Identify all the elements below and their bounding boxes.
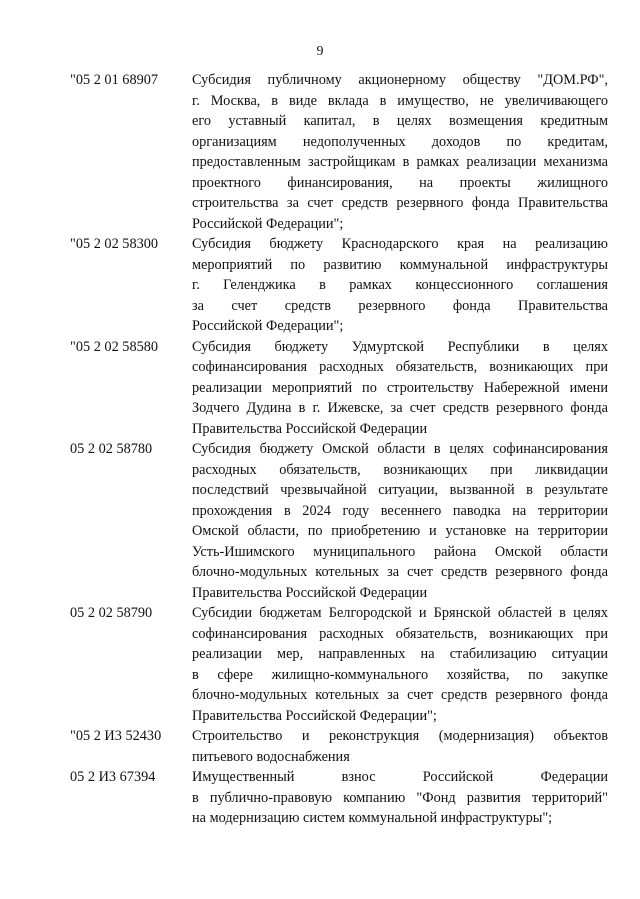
description-line: реализации мероприятий по строительству Набережной имени (192, 379, 608, 396)
description-line: за счет средств резервного фонда Правительства (192, 297, 608, 314)
entry-05-2-01-68907 (70, 70, 610, 234)
entry-05-2-02-58580 (70, 337, 610, 440)
description-line: питьевого водоснабжения (192, 748, 350, 765)
entry-description (192, 767, 608, 829)
entry-05-2-i3-52430 (70, 726, 610, 767)
description-line: Субсидия публичному акционерному обществу "ДОМ.РФ", (192, 72, 608, 88)
description-line: мероприятий по развитию коммунальной инфраструктуры (192, 256, 608, 273)
entry-code: 05 2 02 58780 (70, 441, 153, 457)
description-line: строительства за счет средств резервного фонда Правительства (192, 195, 608, 211)
description-line: последствий чрезвычайной ситуации, вызванной в результате (192, 482, 608, 498)
description-line: в сфере жилищно-коммунального хозяйства, по закупке (192, 666, 608, 683)
entry-code: "05 2 И3 52430 (70, 728, 162, 744)
entry-05-2-i3-67394 (70, 767, 610, 829)
entry-code: "05 2 02 58580 (70, 338, 159, 355)
entry-code: "05 2 01 68907 (70, 72, 159, 88)
description-line: софинансирования расходных обязательств, возникающих при (192, 625, 608, 642)
description-line: г. Москва, в виде вклада в имущество, не увеличивающего (192, 92, 608, 109)
entry-description (192, 603, 608, 726)
description-line: Строительство и реконструкция (модернизация) объектов (192, 728, 608, 744)
description-line: Усть-Ишимского муниципального района Омской области (192, 543, 608, 560)
description-line: его уставный капитал, в целях возмещения кредитным (192, 113, 608, 129)
description-line: Правительства Российской Федерации (192, 420, 428, 437)
description-line: Имущественный взнос Российской Федерации (192, 769, 608, 785)
entry-description (192, 70, 608, 234)
description-line: Российской Федерации"; (192, 318, 344, 334)
description-line: на модернизацию систем коммунальной инфраструктуры"; (192, 810, 553, 826)
entries-list (70, 70, 610, 829)
entry-05-2-02-58300 (70, 234, 610, 337)
description-line: прохождения в 2024 году весеннего паводка на территории (192, 502, 608, 519)
description-line: г. Геленджика в рамках концессионного соглашения (192, 277, 608, 293)
entry-code: 05 2 02 58790 (70, 605, 153, 621)
description-line: Субсидия бюджету Омской области в целях софинансирования (192, 441, 608, 457)
description-line: Правительства Российской Федерации"; (192, 707, 437, 724)
description-line: софинансирования расходных обязательств, возникающих при (192, 359, 608, 375)
entry-code: 05 2 И3 67394 (70, 769, 156, 785)
entry-description (192, 439, 608, 603)
description-line: Субсидии бюджетам Белгородской и Брянской областей в целях (192, 605, 608, 621)
page-number: 9 (316, 44, 324, 59)
description-line: в публично-правовую компанию "Фонд развития территорий" (192, 789, 608, 806)
description-line: организациям недополученных доходов по кредитам, (192, 133, 608, 150)
description-line: проектного финансирования, на проекты жилищного (192, 174, 608, 191)
entry-code: "05 2 02 58300 (70, 236, 159, 252)
entry-description (192, 726, 608, 767)
description-line: Зодчего Дудина в г. Ижевске, за счет средств резервного фонда (192, 400, 608, 416)
description-line: расходных обязательств, возникающих при ликвидации (192, 461, 608, 478)
description-line: Правительства Российской Федерации (192, 584, 428, 601)
entry-05-2-02-58790 (70, 603, 610, 726)
description-line: блочно-модульных котельных за счет средств резервного фонда (192, 687, 608, 703)
description-line: предоставленным застройщикам в рамках реализации механизма (192, 154, 608, 170)
entry-description (192, 234, 608, 337)
description-line: реализации мер, направленных на стабилизацию ситуации (192, 646, 608, 662)
description-line: блочно-модульных котельных за счет средств резервного фонда (192, 564, 608, 580)
entry-05-2-02-58780 (70, 439, 610, 603)
description-line: Российской Федерации"; (192, 215, 344, 232)
description-line: Субсидия бюджету Удмуртской Республики в целях (192, 338, 608, 355)
description-line: Омской области, по приобретению и установке на территории (192, 523, 608, 539)
description-line: Субсидия бюджету Краснодарского края на реализацию (192, 236, 608, 252)
entry-description (192, 337, 608, 440)
